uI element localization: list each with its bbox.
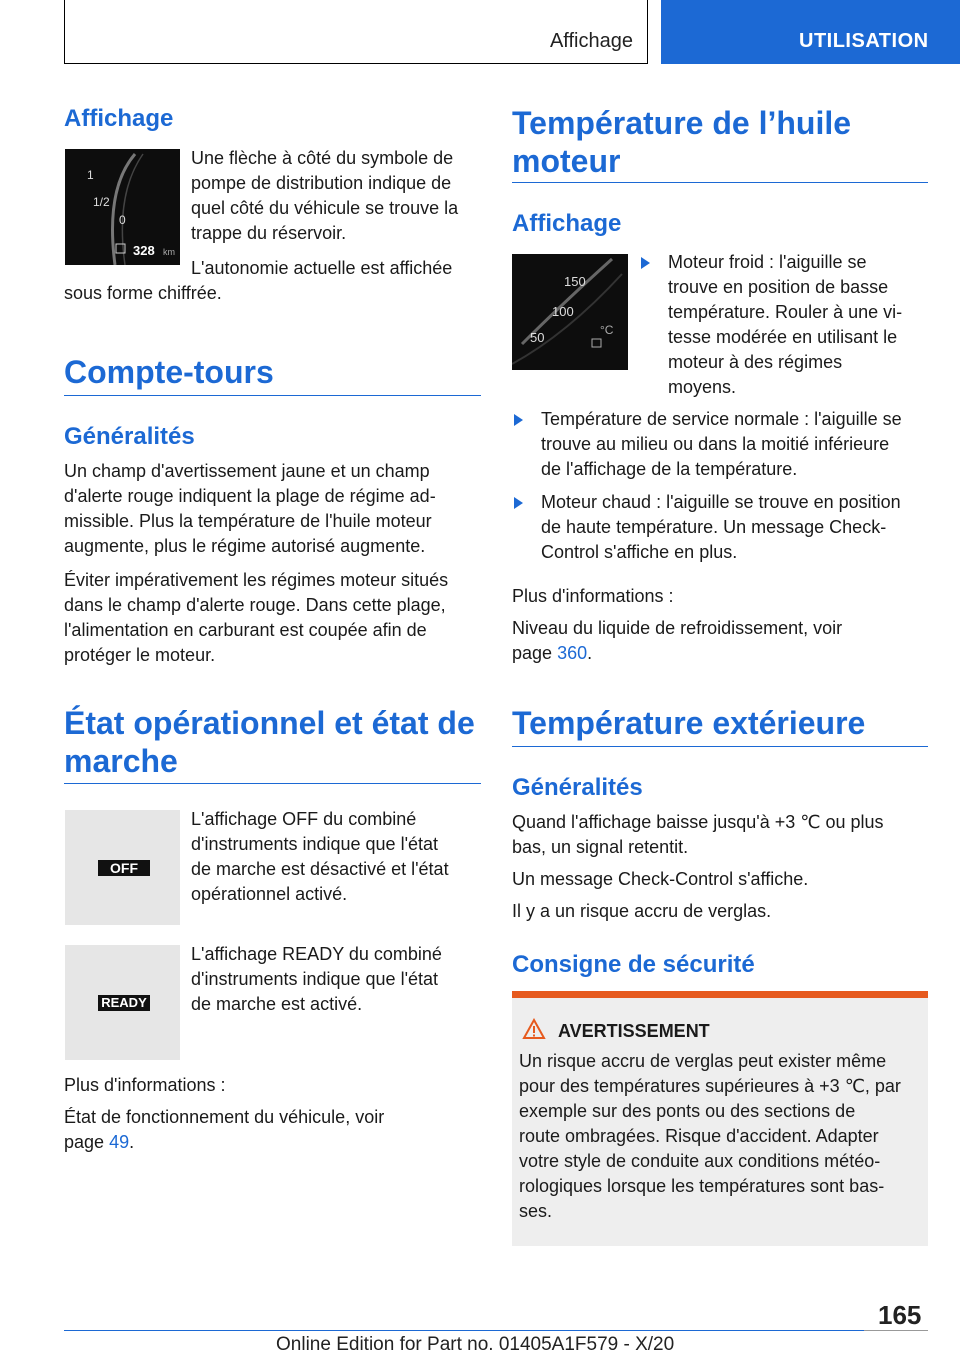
header-chapter-title: UTILISATION <box>799 30 929 52</box>
temp-label-mid: 100 <box>552 304 574 319</box>
affichage-line: Une flèche à côté du symbole de <box>191 148 454 168</box>
affichage-paragraph <box>191 146 481 246</box>
autonomie-line1: L'autonomie actuelle est affichée <box>191 258 453 278</box>
paragraph-line: L'affichage READY du combiné <box>191 944 442 964</box>
page-number: 165 <box>878 1300 922 1330</box>
temp-label-high: 150 <box>564 274 586 289</box>
paragraph-line: dans le champ d'alerte rouge. Dans cette plage, <box>64 595 446 615</box>
more-info-ref-right: Niveau du liquide de refroidissement, voir <box>512 618 843 638</box>
page-prefix: page <box>512 643 553 663</box>
page-prefix: page <box>64 1132 105 1152</box>
footer-rule-gray <box>864 1330 928 1331</box>
more-info-page-line-right <box>512 641 592 666</box>
footer-rule <box>64 1330 864 1331</box>
etat-heading-line: marche <box>64 743 178 779</box>
bullet-arrow-icon <box>641 257 650 269</box>
warning-box <box>512 991 928 1246</box>
affichage-line: pompe de distribution indique de <box>191 173 452 193</box>
bullet-cold <box>668 250 928 400</box>
header-section-title: Affichage <box>549 30 633 52</box>
huile-heading-line: Température de l’huile <box>512 105 852 141</box>
bullet-normal <box>541 407 931 482</box>
bullet-line: moyens. <box>668 377 737 397</box>
affichage-heading-right: Affichage <box>512 210 622 237</box>
bullet-line: trouve en position de basse <box>668 277 889 297</box>
ready-badge: READY <box>98 995 150 1011</box>
huile-heading-line: moteur <box>512 143 621 179</box>
paragraph-line: opérationnel activé. <box>191 884 348 904</box>
fuel-label-empty: 0 <box>119 213 126 227</box>
affichage-line: trappe du réservoir. <box>191 223 347 243</box>
ready-paragraph <box>191 942 481 1017</box>
warning-bar <box>512 991 928 998</box>
bullet-line: tesse modérée en utilisant le <box>668 327 898 347</box>
temp-label-low: 50 <box>530 330 545 345</box>
bullet-arrow-icon <box>514 497 523 509</box>
warning-line: ses. <box>519 1201 553 1221</box>
temp-gauge-graphic <box>512 254 628 370</box>
paragraph-line: protéger le moteur. <box>64 645 216 665</box>
compte-tours-heading: Compte-tours <box>64 354 274 390</box>
paragraph-line: bas, un signal retentit. <box>512 837 689 857</box>
fuel-label-full: 1 <box>87 168 94 182</box>
fuel-gauge-image <box>65 149 180 265</box>
paragraph-line: Quand l'affichage baisse jusqu'à +3 ℃ ou plus <box>512 812 884 832</box>
warning-line: exemple sur des ponts ou des sections de <box>519 1101 856 1121</box>
section-rule <box>64 395 481 396</box>
etat-heading <box>64 704 475 780</box>
fuel-gauge-graphic <box>65 149 180 265</box>
section-rule <box>512 182 928 183</box>
more-info-label: Plus d'informations : <box>64 1075 226 1095</box>
huile-heading <box>512 104 851 180</box>
etat-heading-line: État opérationnel et état de <box>64 705 475 741</box>
paragraph-line: Éviter impérativement les régimes moteur situés <box>64 570 449 590</box>
footer-edition: Online Edition for Part no. 01405A1F579 - X/20 <box>276 1334 675 1355</box>
ext-paragraph-2: Un message Check-Control s'affiche. <box>512 869 809 889</box>
paragraph-line: d'alerte rouge indiquent la plage de régime ad- <box>64 486 436 506</box>
paragraph-line: de marche est activé. <box>191 994 363 1014</box>
paragraph-line: Un champ d'avertissement jaune et un champ <box>64 461 430 481</box>
warning-line: Un risque accru de verglas peut exister même <box>519 1051 887 1071</box>
header-section-box <box>64 0 648 64</box>
consigne-heading: Consigne de sécurité <box>512 951 755 978</box>
warning-line: rologiques lorsque les températures sont bas- <box>519 1176 885 1196</box>
ext-heading: Température extérieure <box>512 705 866 741</box>
paragraph-line: de marche est désactivé et l'état <box>191 859 449 879</box>
ext-paragraph-3: Il y a un risque accru de verglas. <box>512 901 772 921</box>
period: . <box>587 643 593 663</box>
paragraph-line: missible. Plus la température de l'huile moteur <box>64 511 432 531</box>
ready-display-image <box>65 945 180 1060</box>
warning-line: pour des températures supérieures à +3 ℃, par <box>519 1076 901 1096</box>
paragraph-line: d'instruments indique que l'état <box>191 969 439 989</box>
generalites-heading: Généralités <box>64 423 195 450</box>
bullet-hot <box>541 490 931 565</box>
bullet-line: Température de service normale : l'aiguille se <box>541 409 902 429</box>
paragraph-line: augmente, plus le régime autorisé augmente. <box>64 536 426 556</box>
warning-line: votre style de conduite aux conditions météo- <box>519 1151 881 1171</box>
page-link[interactable]: 49 <box>109 1132 130 1152</box>
off-display-image <box>65 810 180 925</box>
paragraph-line: L'affichage OFF du combiné <box>191 809 417 829</box>
period: . <box>129 1132 135 1152</box>
bullet-line: moteur à des régimes <box>668 352 843 372</box>
more-info-page-line <box>64 1130 134 1155</box>
warning-triangle-icon <box>522 1018 546 1040</box>
bullet-line: Moteur chaud : l'aiguille se trouve en position <box>541 492 901 512</box>
off-badge: OFF <box>98 860 150 876</box>
paragraph-line: l'alimentation en carburant est coupée afin de <box>64 620 427 640</box>
affichage-line: quel côté du véhicule se trouve la <box>191 198 459 218</box>
paragraph-line: d'instruments indique que l'état <box>191 834 439 854</box>
bullet-line: température. Rouler à une vi- <box>668 302 903 322</box>
autonomie-line2: sous forme chiffrée. <box>64 283 222 303</box>
bullet-line: de l'affichage de la température. <box>541 459 798 479</box>
fuel-label-half: 1/2 <box>93 195 110 209</box>
generalites-paragraph-1 <box>64 459 484 559</box>
more-info-label-right: Plus d'informations : <box>512 586 674 606</box>
bullet-arrow-icon <box>514 414 523 426</box>
more-info-ref: État de fonctionnement du véhicule, voir <box>64 1107 385 1127</box>
generalites-heading-right: Généralités <box>512 774 643 801</box>
fuel-range-value: 328 <box>133 243 155 258</box>
affichage-heading: Affichage <box>64 105 174 132</box>
temp-unit-label: °C <box>600 323 614 337</box>
header-chapter-tab <box>661 0 960 64</box>
warning-text <box>519 1049 924 1224</box>
generalites-paragraph-2 <box>64 568 484 668</box>
bullet-line: de haute température. Un message Check- <box>541 517 887 537</box>
page-link[interactable]: 360 <box>557 643 588 663</box>
section-rule <box>64 783 481 784</box>
bullet-line: trouve au milieu ou dans la moitié inférieure <box>541 434 890 454</box>
ext-paragraph-1 <box>512 810 932 860</box>
warning-title: AVERTISSEMENT <box>558 1021 710 1041</box>
off-paragraph <box>191 807 481 907</box>
bullet-line: Moteur froid : l'aiguille se <box>668 252 867 272</box>
temp-gauge-image <box>512 254 628 370</box>
fuel-range-unit: km <box>163 247 175 257</box>
warning-line: route ombragées. Risque d'accident. Adapter <box>519 1126 879 1146</box>
bullet-line: Control s'affiche en plus. <box>541 542 738 562</box>
section-rule <box>512 746 928 747</box>
